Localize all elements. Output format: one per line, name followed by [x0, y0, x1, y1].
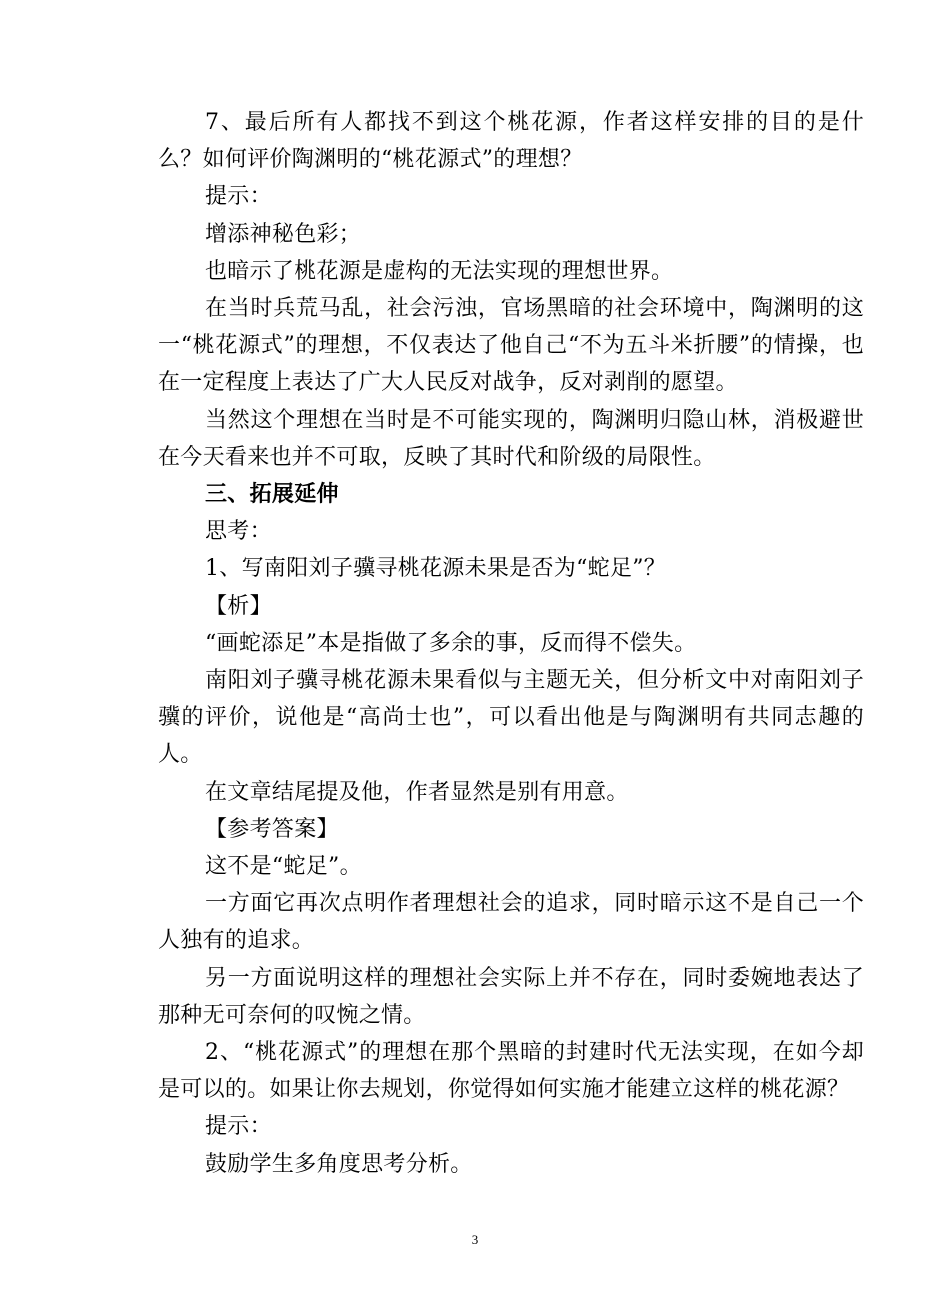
page-number: 3 — [471, 1232, 479, 1247]
hint-line: 也暗示了桃花源是虚构的无法实现的理想世界。 — [205, 258, 674, 284]
hint-line: 增添神秘色彩； — [205, 221, 362, 247]
body-paragraph: 在文章结尾提及他，作者显然是别有用意。 — [205, 779, 629, 805]
think-label: 思考： — [205, 519, 272, 545]
body-paragraph: 南阳刘子骥寻桃花源未果看似与主题无关，但分析文中对南阳刘子骥的评价，说他是“高尚士也”，可以看出他是与陶渊明有共同志趣的人。 — [158, 668, 864, 768]
analysis-label: 【析】 — [205, 593, 272, 619]
body-paragraph: 一方面它再次点明作者理想社会的追求，同时暗示这不是自己一个人独有的追求。 — [158, 891, 864, 954]
question-1: 1、写南阳刘子骥寻桃花源未果是否为“蛇足”？ — [205, 556, 667, 582]
body-paragraph: 当然这个理想在当时是不可能实现的，陶渊明归隐山林，消极避世在今天看来也并不可取，反映了其时代和阶级的局限性。 — [158, 407, 864, 470]
hint-line: 鼓励学生多角度思考分析。 — [205, 1151, 473, 1177]
body-paragraph: “画蛇添足”本是指做了多余的事，反而得不偿失。 — [205, 630, 697, 656]
hint-label: 提示： — [205, 184, 272, 210]
hint-label: 提示： — [205, 1114, 272, 1140]
question-7: 7、最后所有人都找不到这个桃花源，作者这样安排的目的是什么？如何评价陶渊明的“桃花源式”的理想？ — [158, 110, 864, 173]
document-body — [158, 104, 864, 1183]
answer-label: 【参考答案】 — [205, 816, 339, 842]
body-paragraph: 另一方面说明这样的理想社会实际上并不存在，同时委婉地表达了那种无可奈何的叹惋之情。 — [158, 965, 864, 1028]
question-2: 2、“桃花源式”的理想在那个黑暗的封建时代无法实现，在如今却是可以的。如果让你去规划，你觉得如何实施才能建立这样的桃花源？ — [158, 1040, 864, 1103]
body-paragraph: 这不是“蛇足”。 — [205, 854, 362, 880]
body-paragraph: 在当时兵荒马乱，社会污浊，官场黑暗的社会环境中，陶渊明的这一“桃花源式”的理想，不仅表达了他自己“不为五斗米折腰”的情操，也在一定程度上表达了广大人民反对战争，反对剥削的愿望。 — [158, 296, 864, 396]
section-heading: 三、拓展延伸 — [205, 481, 339, 508]
